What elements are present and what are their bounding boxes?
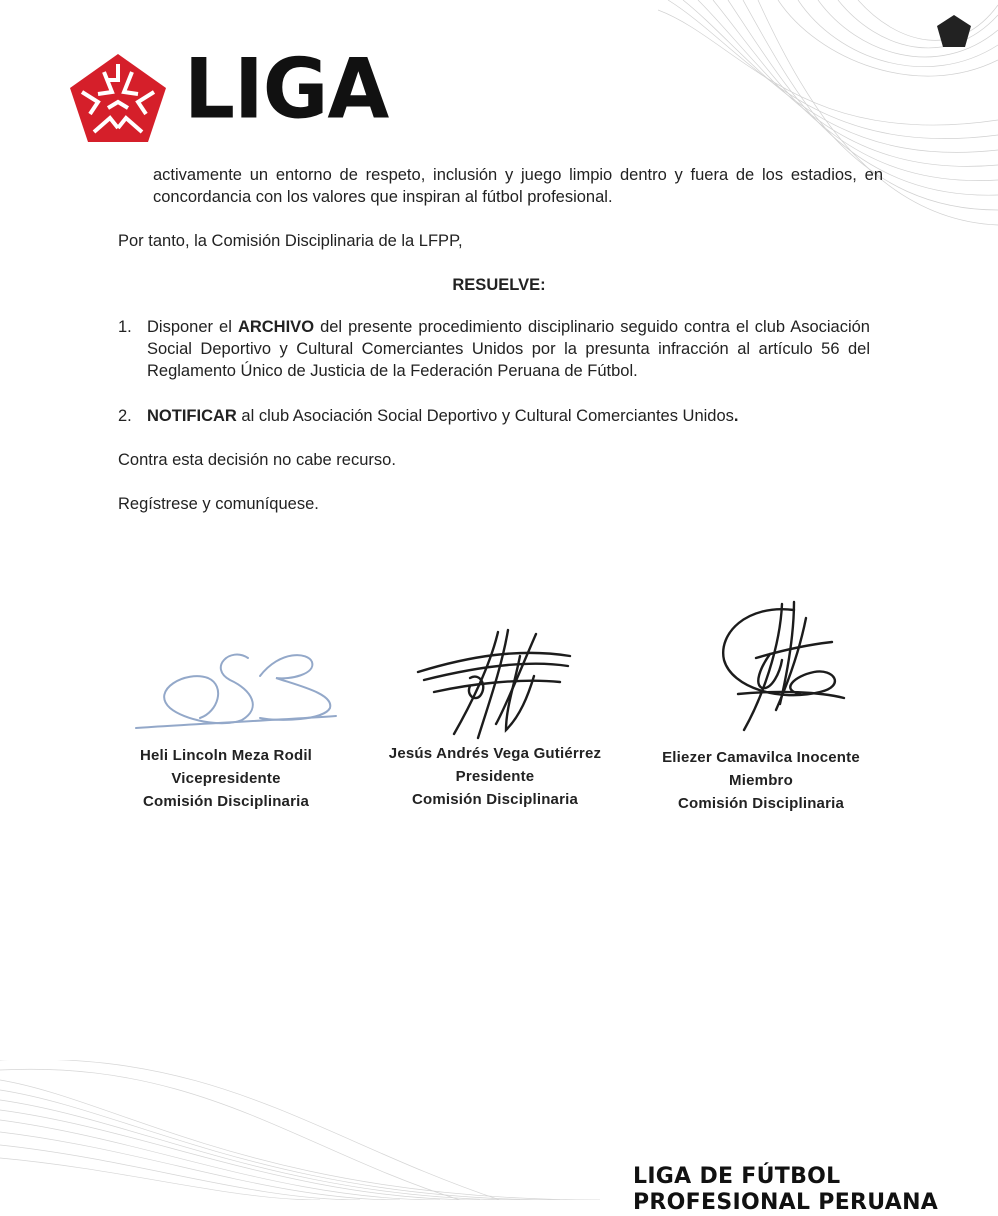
signature-presidente (418, 630, 570, 738)
item-text: Disponer el ARCHIVO del presente procedimiento disciplinario seguido contra el club Asociación Social Deportivo y Cultural Comerciantes Unidos por la presunta infracción al artículo 56 del Reglamento Único de Justicia de la Federación Peruana de Fútbol. (147, 318, 870, 380)
footer-line-1: LIGA DE FÚTBOL (633, 1164, 841, 1189)
signature-vicepresidente (130, 628, 340, 738)
resolution-item (118, 316, 870, 382)
no-appeal-paragraph: Contra esta decisión no cabe recurso. (118, 451, 396, 469)
signatory-role: Presidente (455, 768, 535, 785)
liga-star-emblem-icon (68, 52, 168, 144)
signatory-body: Comisión Disciplinaria (142, 793, 310, 810)
signatory-role: Vicepresidente (171, 770, 281, 787)
pentagon-badge-icon (936, 14, 972, 48)
signatory-body: Comisión Disciplinaria (411, 791, 579, 808)
resuelve-heading: RESUELVE: (452, 276, 546, 294)
liga-logo (68, 40, 389, 142)
signatory-role: Miembro (729, 772, 793, 789)
signatory-name: Eliezer Camavilca Inocente (662, 749, 860, 766)
resolution-item (118, 405, 870, 427)
signatory-body: Comisión Disciplinaria (677, 795, 845, 812)
intro-paragraph: activamente un entorno de respeto, inclusión y juego limpio dentro y fuera de los estadios, en concordancia con los valores que inspiran al fútbol profesional. (153, 166, 883, 206)
liga-wordmark: LIGA (184, 40, 389, 138)
signature-miembro (723, 602, 844, 730)
signatory-miembro (648, 746, 874, 815)
footer-organization (633, 1164, 938, 1216)
item-keyword: ARCHIVO (237, 318, 315, 336)
item-keyword: NOTIFICAR (147, 407, 237, 425)
signatory-presidente (370, 742, 620, 811)
item-number: 2. (118, 407, 132, 425)
footer-line-2: PROFESIONAL PERUANA (633, 1190, 939, 1215)
item-text: NOTIFICAR al club Asociación Social Deportivo y Cultural Comerciantes Unidos. (147, 407, 739, 425)
signatory-name: Heli Lincoln Meza Rodil (139, 747, 313, 764)
signatory-name: Jesús Andrés Vega Gutiérrez (388, 745, 602, 762)
wave-pattern-bottom-left (0, 1060, 600, 1200)
signatory-vicepresidente (118, 744, 334, 813)
closing-paragraph: Regístrese y comuníquese. (118, 495, 319, 513)
item-number: 1. (118, 318, 132, 336)
por-tanto-paragraph: Por tanto, la Comisión Disciplinaria de la LFPP, (118, 232, 463, 250)
